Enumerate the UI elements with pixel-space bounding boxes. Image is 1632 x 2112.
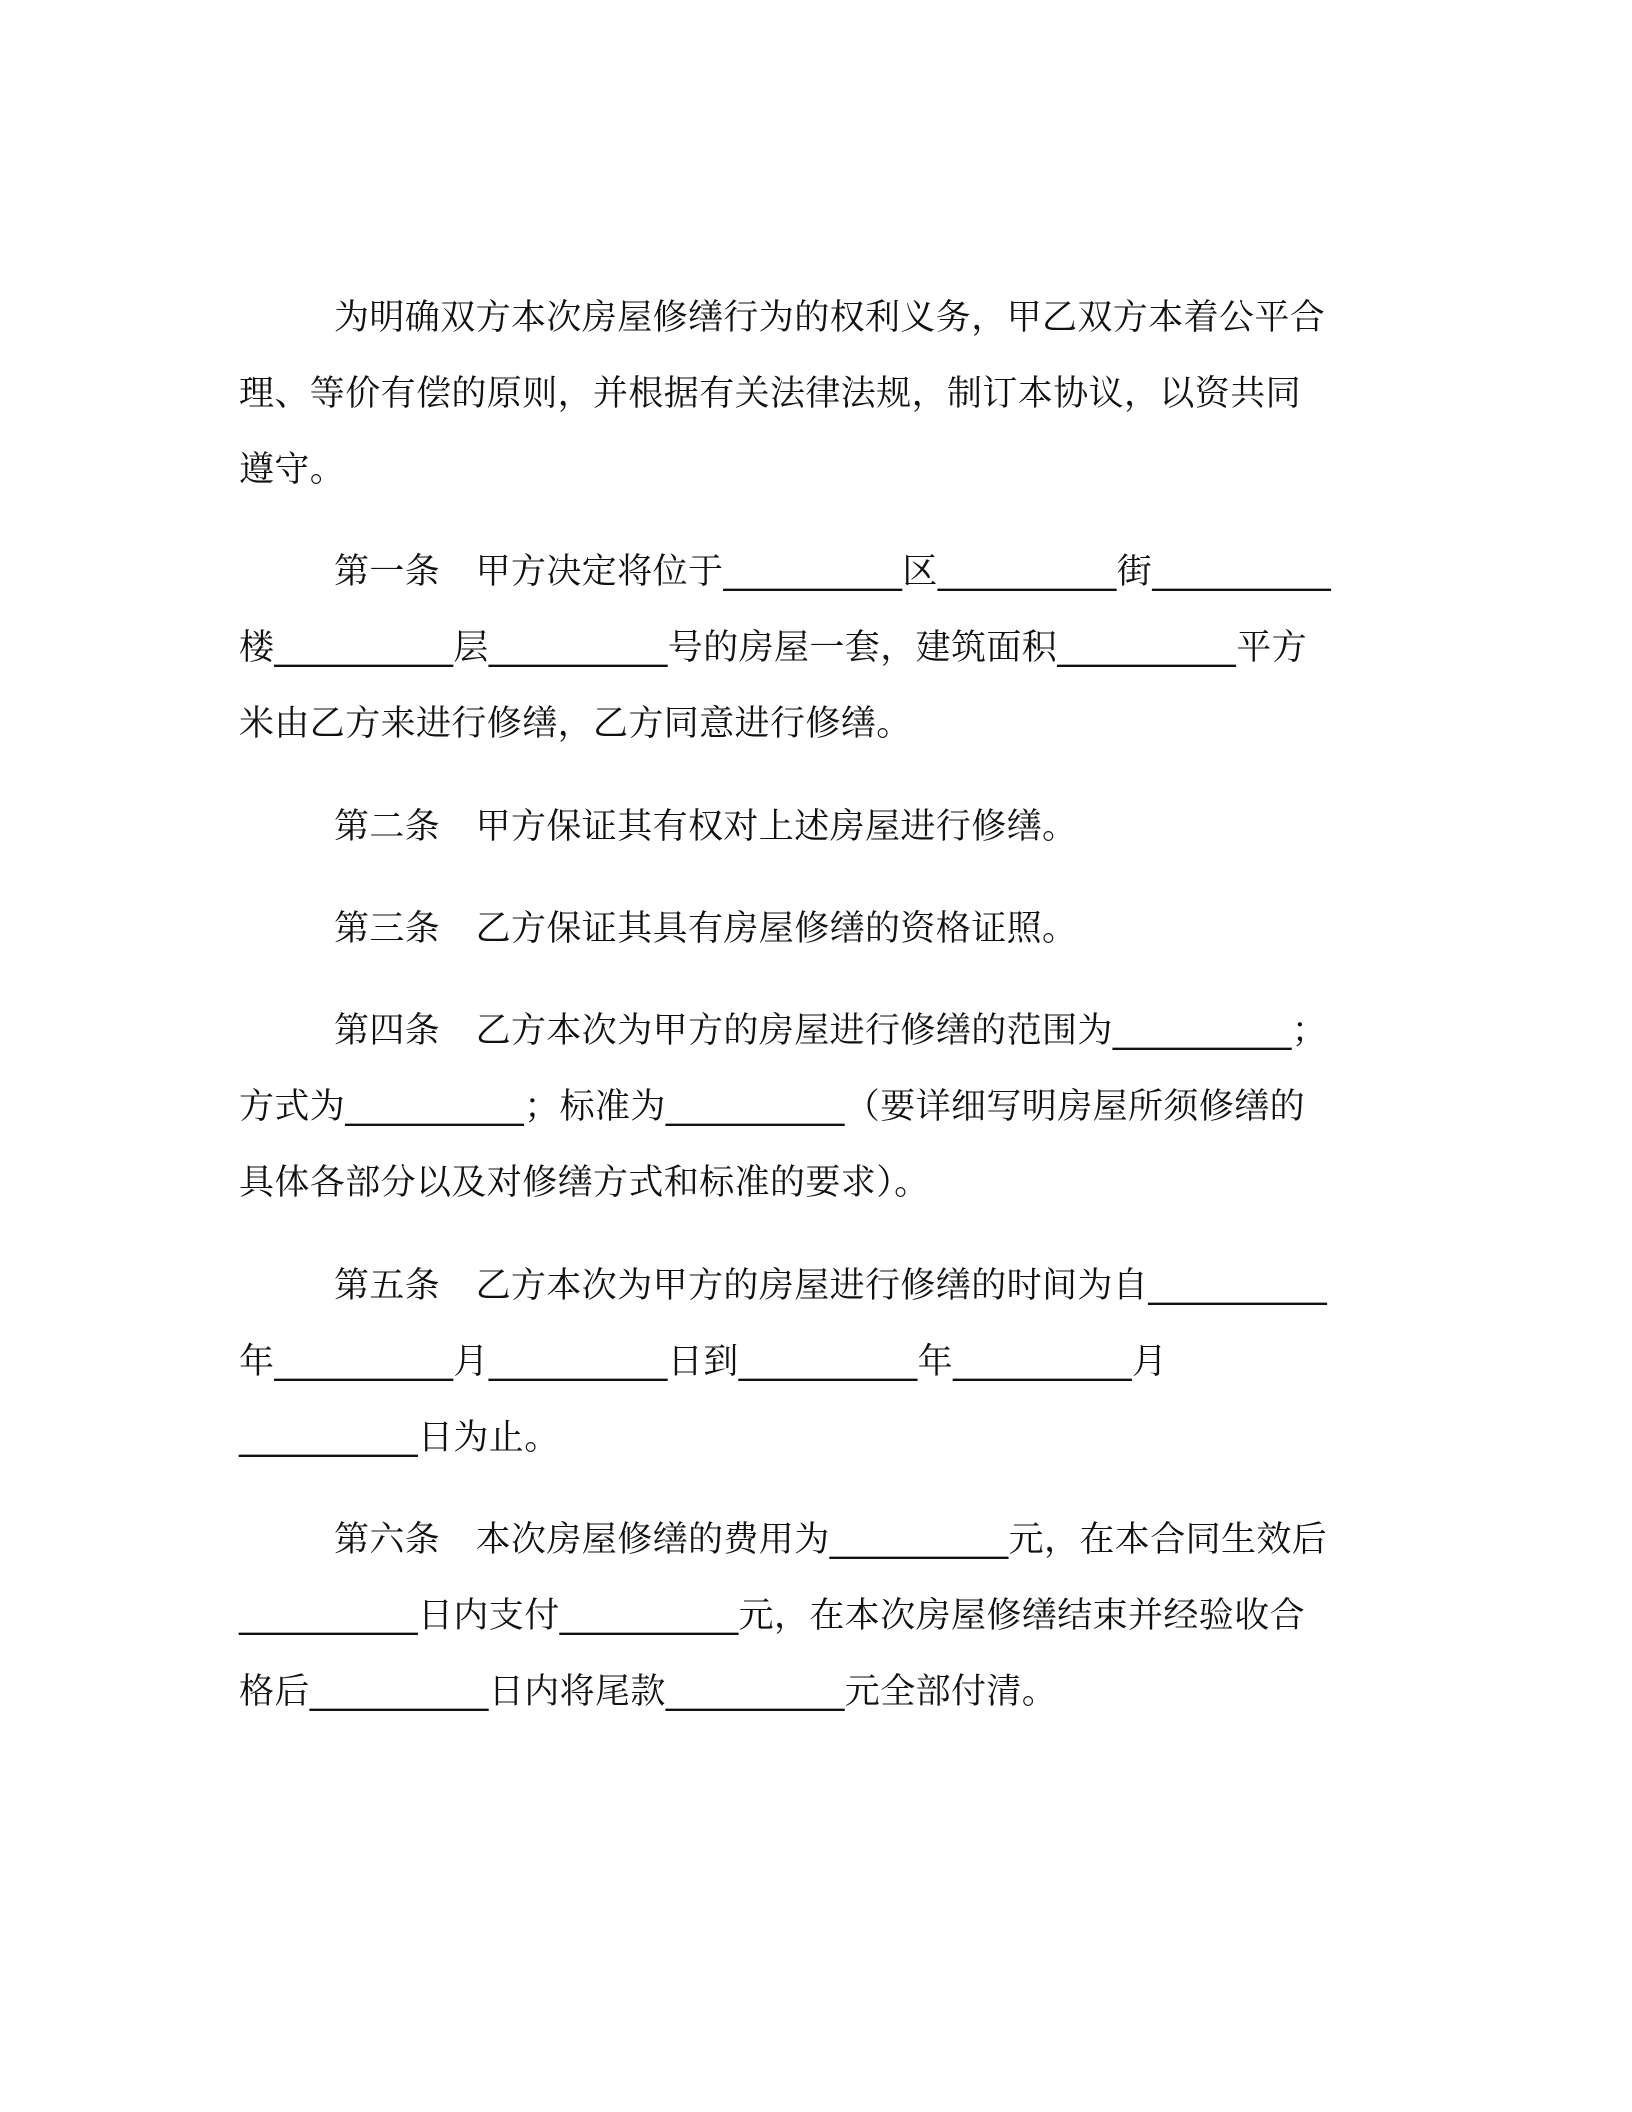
preamble-line-1: 为明确双方本次房屋修缮行为的权利义务，甲乙双方本着公平合 xyxy=(334,298,1326,338)
article-1-line-1: 第一条 甲方决定将位于__________区__________街__________ xyxy=(334,552,1332,592)
preamble-line-2: 理、等价有偿的原则，并根据有关法律法规，制订本协议，以资共同 xyxy=(239,374,1302,414)
preamble-line-3: 遵守。 xyxy=(239,450,346,490)
article-1-line-3: 米由乙方来进行修缮，乙方同意进行修缮。 xyxy=(239,704,912,744)
article-1-line-2: 楼__________层__________号的房屋一套，建筑面积__________平方 xyxy=(239,628,1308,668)
article-3-line: 第三条 乙方保证其具有房屋修缮的资格证照。 xyxy=(334,909,1078,949)
article-2-line: 第二条 甲方保证其有权对上述房屋进行修缮。 xyxy=(334,807,1078,847)
article-5-line-1: 第五条 乙方本次为甲方的房屋进行修缮的时间为自__________ xyxy=(334,1266,1328,1306)
article-4-line-1: 第四条 乙方本次为甲方的房屋进行修缮的范围为__________； xyxy=(334,1011,1328,1051)
article-5-line-2: 年__________月__________日到__________年__________月 xyxy=(239,1342,1168,1382)
article-4-line-3: 具体各部分以及对修缮方式和标准的要求）。 xyxy=(239,1163,930,1203)
article-6-line-1: 第六条 本次房屋修缮的费用为__________元，在本合同生效后 xyxy=(334,1520,1328,1560)
article-5-line-3: __________日为止。 xyxy=(239,1418,560,1458)
article-6-line-3: 格后__________日内将尾款__________元全部付清。 xyxy=(239,1672,1058,1712)
article-6-line-2: __________日内支付__________元，在本次房屋修缮结束并经验收合 xyxy=(239,1596,1306,1636)
article-4-line-2: 方式为__________；标准为__________（要详细写明房屋所须修缮的 xyxy=(239,1087,1306,1127)
